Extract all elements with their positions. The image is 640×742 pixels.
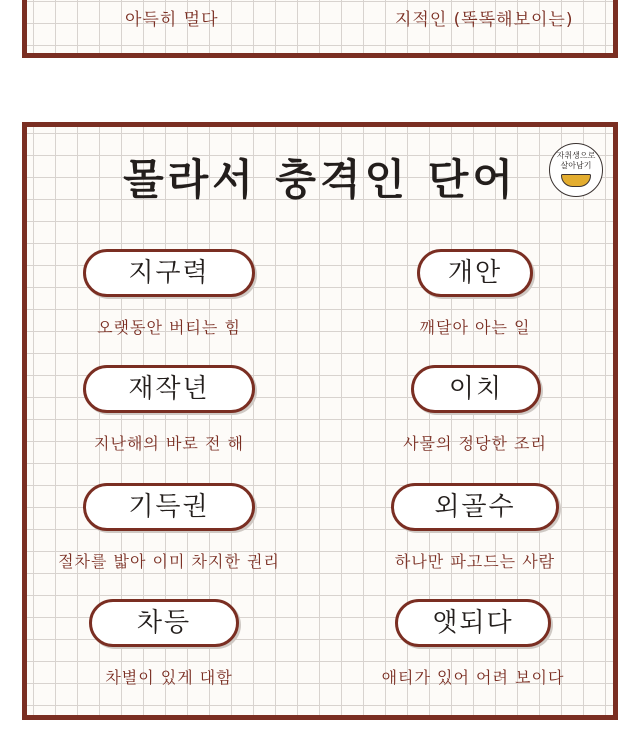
logo-text-line1: 자취생으로 [556, 151, 596, 160]
word-meaning: 차별이 있게 대함 [105, 668, 233, 687]
word-meaning: 오랫동안 버티는 힘 [97, 318, 241, 337]
word-pill: 앳되다 [395, 599, 551, 647]
word-pill: 재작년 [83, 365, 255, 413]
word-pill: 기득권 [83, 483, 255, 531]
word-pill: 외골수 [391, 483, 559, 531]
previous-meaning-left: 아득히 멀다 [125, 10, 219, 30]
ramen-bowl-icon [561, 174, 591, 187]
word-meaning: 애티가 있어 어려 보이다 [381, 668, 565, 687]
word-meaning: 사물의 정당한 조리 [403, 434, 547, 453]
previous-meaning-right: 지적인 (똑똑해보이는) [395, 10, 574, 30]
word-pill: 차등 [89, 599, 239, 647]
word-pill: 이치 [411, 365, 541, 413]
logo-text-line2: 살아남기 [560, 161, 592, 170]
previous-word-card [22, 0, 618, 58]
word-meaning: 하나만 파고드는 사람 [394, 552, 556, 571]
word-card [22, 122, 618, 720]
word-meaning: 깨달아 아는 일 [419, 318, 531, 337]
card-title: 몰라서 충격인 단어 [123, 155, 517, 204]
word-meaning: 절차를 밟아 이미 차지한 권리 [58, 552, 280, 571]
logo-badge [549, 143, 603, 197]
word-meaning: 지난해의 바로 전 해 [94, 434, 244, 453]
word-pill: 지구력 [83, 249, 255, 297]
word-pill: 개안 [417, 249, 533, 297]
